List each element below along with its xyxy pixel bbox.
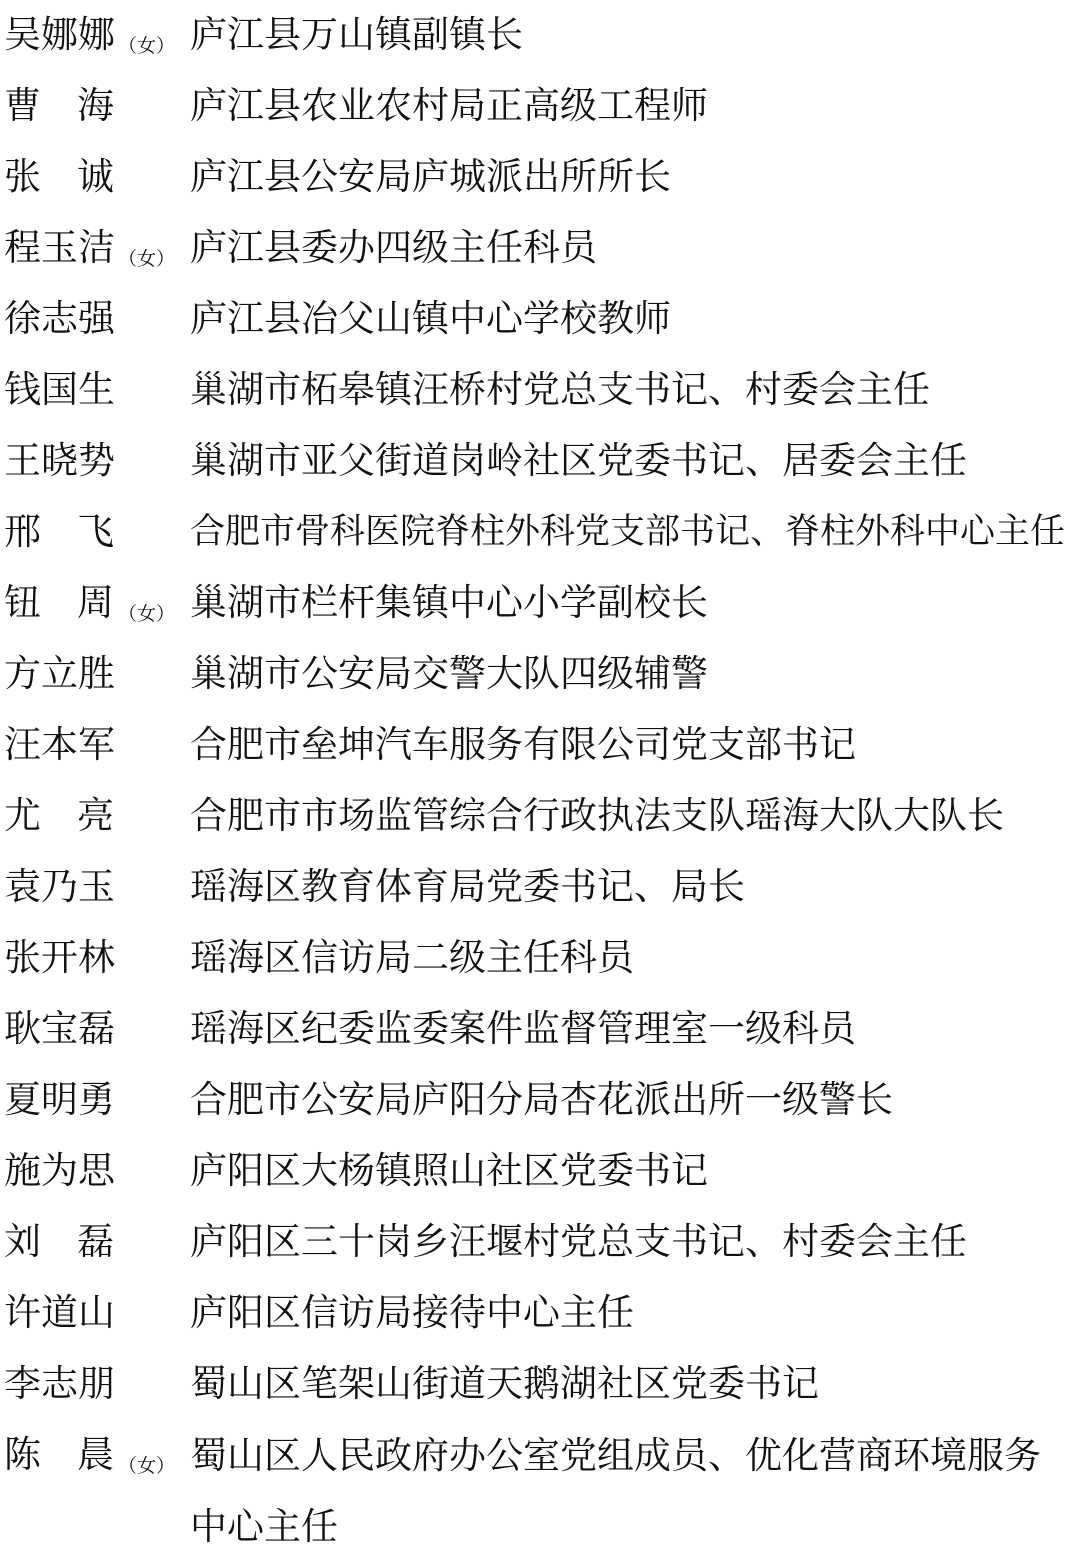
person-name: [4, 367, 114, 413]
name-character: 曹: [4, 84, 41, 127]
name-character: 乃: [41, 865, 78, 908]
name-character: 洁: [78, 226, 115, 269]
list-item: [0, 852, 1068, 923]
name-character: 耿: [4, 1007, 41, 1050]
person-name: [4, 296, 114, 342]
list-item: [0, 142, 1068, 213]
name-character: 钱: [4, 368, 41, 411]
name-character: 夏: [4, 1078, 41, 1121]
name-character: 立: [41, 652, 78, 695]
person-position: 庐江县委办四级主任科员: [190, 226, 597, 269]
name-character: 志: [41, 297, 78, 340]
person-name: [4, 580, 114, 626]
name-character: 军: [78, 723, 115, 766]
person-name: [4, 722, 114, 768]
person-name: [4, 1077, 114, 1123]
person-position: 瑶海区纪委监委案件监督管理室一级科员: [190, 1007, 856, 1050]
person-position: 合肥市骨科医院脊柱外科党支部书记、脊柱外科中心主任: [190, 512, 1066, 552]
list-item: [0, 1278, 1068, 1349]
name-character: 程: [4, 226, 41, 269]
list-item: [0, 1136, 1068, 1207]
name-character: 山: [78, 1291, 115, 1334]
list-item: [0, 1349, 1068, 1420]
list-item: [0, 1065, 1068, 1136]
person-name: [4, 1006, 114, 1052]
name-character: 明: [41, 1078, 78, 1121]
list-item: [0, 284, 1068, 355]
person-name: [4, 864, 114, 910]
name-character: 刘: [4, 1220, 41, 1263]
person-name: [4, 1290, 114, 1336]
name-character: 生: [78, 368, 115, 411]
name-character: 本: [41, 723, 78, 766]
name-character: 诚: [77, 155, 114, 198]
person-position: 蜀山区笔架山街道天鹅湖社区党委书记: [190, 1362, 819, 1405]
list-item: [0, 781, 1068, 852]
name-character: 李: [4, 1362, 41, 1405]
name-character: 袁: [4, 865, 41, 908]
person-name: [4, 83, 114, 129]
person-position: 瑶海区教育体育局党委书记、局长: [190, 865, 745, 908]
name-character: 道: [41, 1291, 78, 1334]
name-character: 亮: [77, 794, 114, 837]
name-character: 势: [78, 439, 115, 482]
person-position: 巢湖市亚父街道岗岭社区党委书记、居委会主任: [190, 439, 967, 482]
person-position: 庐阳区大杨镇照山社区党委书记: [190, 1149, 708, 1192]
name-character: 林: [78, 936, 115, 979]
name-character: 许: [4, 1291, 41, 1334]
name-character: 思: [78, 1149, 115, 1192]
list-item: [0, 1420, 1068, 1562]
name-character: 胜: [78, 652, 115, 695]
list-item: [0, 568, 1068, 639]
person-position: 合肥市垒坤汽车服务有限公司党支部书记: [190, 723, 856, 766]
person-position: 庐江县农业农村局正高级工程师: [190, 84, 708, 127]
name-character: 钮: [4, 581, 41, 624]
person-name: [4, 509, 114, 555]
name-character: 志: [41, 1362, 78, 1405]
gender-note: （女）: [118, 603, 176, 625]
person-position: 庐江县公安局庐城派出所所长: [190, 155, 671, 198]
list-item: [0, 497, 1068, 568]
name-character: 为: [41, 1149, 78, 1192]
person-name: [4, 1432, 114, 1478]
person-name: [4, 935, 114, 981]
name-character: 晓: [41, 439, 78, 482]
gender-note: （女）: [118, 1455, 176, 1477]
name-character: 汪: [4, 723, 41, 766]
name-character: 国: [41, 368, 78, 411]
person-position: 庐江县万山镇副镇长: [190, 13, 523, 56]
name-character: 施: [4, 1149, 41, 1192]
name-character: 陈: [4, 1433, 41, 1476]
person-name: [4, 225, 114, 271]
person-name: [4, 438, 114, 484]
person-name: [4, 1361, 114, 1407]
person-name: [4, 1219, 114, 1265]
name-character: 强: [78, 297, 115, 340]
name-character: 张: [4, 155, 41, 198]
person-name: [4, 1148, 114, 1194]
person-position: 瑶海区信访局二级主任科员: [190, 936, 634, 979]
list-item: [0, 710, 1068, 781]
gender-note: （女）: [118, 35, 176, 57]
name-character: 玉: [78, 865, 115, 908]
name-character: 磊: [78, 1007, 115, 1050]
name-character: 徐: [4, 297, 41, 340]
name-character: 吴: [4, 13, 41, 56]
name-character: 海: [77, 84, 114, 127]
list-item: [0, 0, 1068, 71]
person-position: 合肥市市场监管综合行政执法支队瑶海大队大队长: [190, 794, 1004, 837]
person-position: 庐江县冶父山镇中心学校教师: [190, 297, 671, 340]
name-character: 周: [77, 581, 114, 624]
name-character: 开: [41, 936, 78, 979]
list-item: [0, 213, 1068, 284]
list-item: [0, 71, 1068, 142]
name-character: 勇: [78, 1078, 115, 1121]
name-character: 方: [4, 652, 41, 695]
person-name: [4, 12, 114, 58]
list-item: [0, 923, 1068, 994]
person-position: 巢湖市栏杆集镇中心小学副校长: [190, 581, 708, 624]
person-name: [4, 793, 114, 839]
list-item: [0, 355, 1068, 426]
gender-note: （女）: [118, 248, 176, 270]
person-position: 合肥市公安局庐阳分局杏花派出所一级警长: [190, 1078, 893, 1121]
person-name: [4, 154, 114, 200]
list-item: [0, 994, 1068, 1065]
person-position: 庐阳区三十岗乡汪堰村党总支书记、村委会主任: [190, 1220, 967, 1263]
person-position: 庐阳区信访局接待中心主任: [190, 1291, 634, 1334]
person-position: 巢湖市柘皋镇汪桥村党总支书记、村委会主任: [190, 368, 930, 411]
list-item: [0, 639, 1068, 710]
person-position: 巢湖市公安局交警大队四级辅警: [190, 652, 708, 695]
list-item: [0, 426, 1068, 497]
name-character: 玉: [41, 226, 78, 269]
name-character: 宝: [41, 1007, 78, 1050]
name-character: 晨: [77, 1433, 114, 1476]
name-character: 朋: [78, 1362, 115, 1405]
name-character: 王: [4, 439, 41, 482]
name-character: 尤: [4, 794, 41, 837]
name-character: 邢: [4, 510, 41, 553]
name-character: 张: [4, 936, 41, 979]
list-item: [0, 1207, 1068, 1278]
name-character: 娜: [78, 13, 115, 56]
person-position: 蜀山区人民政府办公室党组成员、优化营商环境服务中心主任: [190, 1434, 1041, 1548]
person-name: [4, 651, 114, 697]
name-character: 磊: [77, 1220, 114, 1263]
name-character: 飞: [77, 510, 114, 553]
name-character: 娜: [41, 13, 78, 56]
